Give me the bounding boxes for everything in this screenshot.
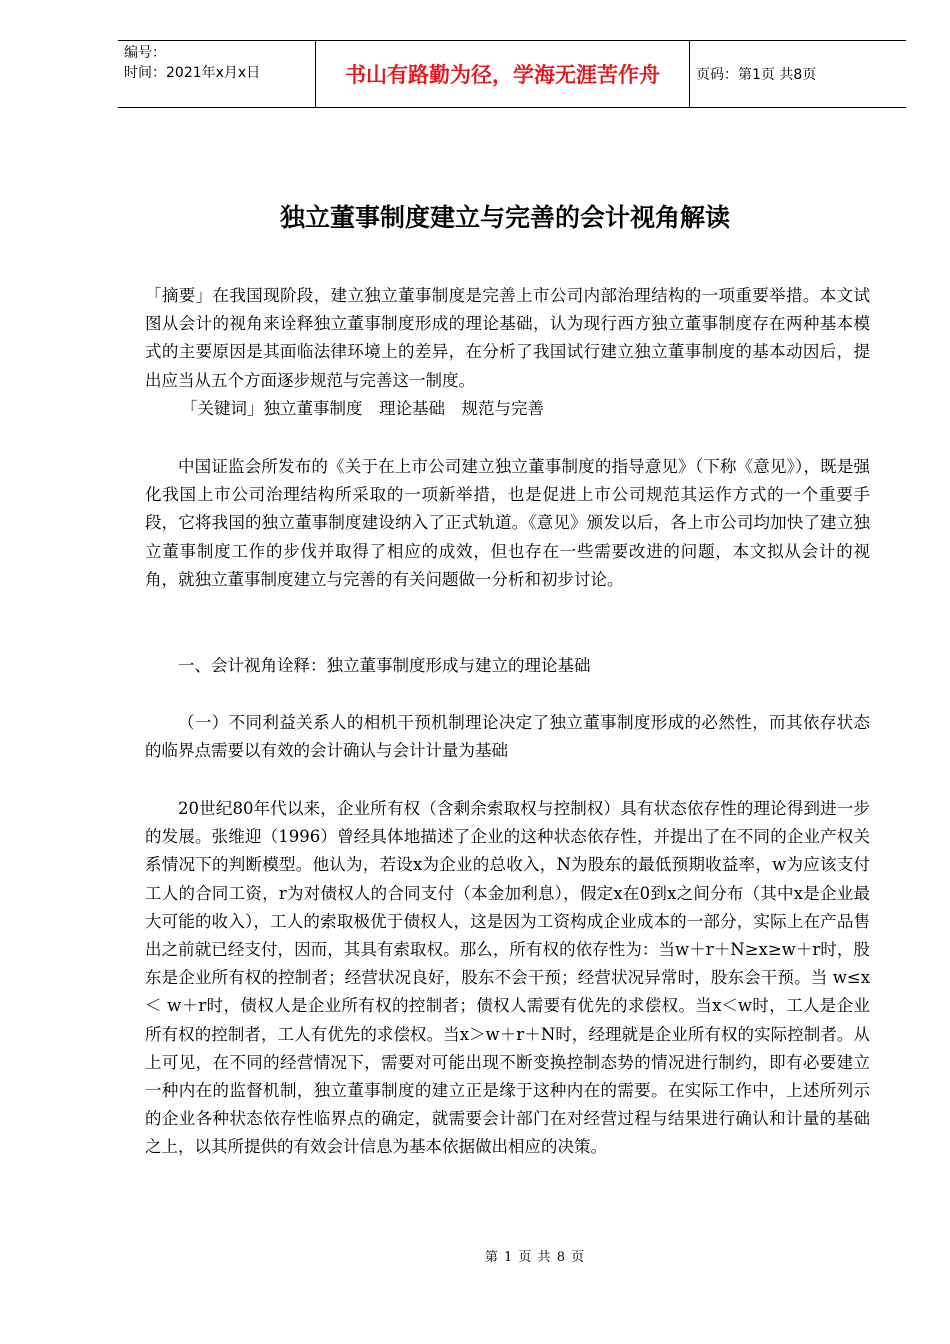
header-divider [689, 41, 690, 107]
abstract-paragraph: 「摘要」在我国现阶段，建立独立董事制度是完善上市公司内部治理结构的一项重要举措。本文试图从会计的视角来诠释独立董事制度形成的理论基础，认为现行西方独立董事制度存在两种基本模式的主要原因是其面临法律环境上的差异，在分析了我国试行建立独立董事制度的基本动因后，提出应当从五个方面逐步规范与完善这一制度。 [145, 286, 870, 390]
keywords-line: 「关键词」独立董事制度 理论基础 规范与完善 [181, 399, 544, 418]
header-number: 编号： [124, 45, 166, 61]
document-title: 独立董事制度建立与完善的会计视角解读 [279, 203, 730, 232]
subsection-heading: （一）不同利益关系人的相机干预机制理论决定了独立董事制度形成的必然性，而其依存状态的临界点需要以有效的会计确认与会计计量为基础 [145, 713, 870, 761]
section-heading: 一、会计视角诠释：独立董事制度形成与建立的理论基础 [178, 656, 591, 675]
header-meta [124, 43, 260, 83]
page-header [118, 40, 906, 108]
header-page-info: 页码：第1页 共8页 [696, 67, 817, 83]
intro-paragraph: 中国证监会所发布的《关于在上市公司建立独立董事制度的指导意见》（下称《意见》），既是强化我国上市公司治理结构所采取的一项新举措，也是促进上市公司规范其运作方式的一个重要手段，它将我国的独立董事制度建设纳入了正式轨道。《意见》颁发以后，各上市公司均加快了建立独立董事制度工作的步伐并取得了相应的成效，但也存在一些需要改进的问题，本文拟从会计的视角，就独立董事制度建立与完善的有关问题做一分析和初步讨论。 [145, 457, 870, 589]
page-footer: 第 1 页 共 8 页 [484, 1250, 586, 1265]
header-time: 时间：2021年x月x日 [124, 65, 261, 81]
body-paragraph: 20世纪80年代以来，企业所有权（含剩余索取权与控制权）具有状态依存性的理论得到进一步的发展。张维迎（1996）曾经具体地描述了企业的这种状态依存性，并提出了在不同的企业产权关系情况下的判断模型。他认为，若设x为企业的总收入，N为股东的最低预期收益率，w为应该支付工人的合同工资，r为对债权人的合同支付（本金加利息），假定x在0到x之间分布（其中x是企业最大可能的收入），工人的索取极优于债权人，这是因为工资构成企业成本的一部分，实际上在产品售出之前就已经支付，因而，其具有索取权。那么，所有权的依存性为：当w＋r＋N≥x≥w＋r时，股东是企业所有权的控制者；经营状况良好，股东不会干预；经营状况异常时，股东会干预。当 w≤x＜ w＋r时，债权人是企业所有权的控制者；债权人需要有优先的求偿权。当x＜w时，工人是企业所有权的控制者，工人有优先的求偿权。当x＞w＋r＋N时，经理就是企业所有权的实际控制者。从上可见，在不同的经营情况下，需要对可能出现不断变换控制态势的情况进行制约，即有必要建立一种内在的监督机制，独立董事制度的建立正是缘于这种内在的需要。在实际工作中，上述所列示的企业各种状态依存性临界点的确定，就需要会计部门在对经营过程与结果进行确认和计量的基础之上，以其所提供的有效会计信息为基本依据做出相应的决策。 [145, 799, 870, 1157]
header-motto: 书山有路勤为径，学海无涯苦作舟 [345, 63, 660, 87]
